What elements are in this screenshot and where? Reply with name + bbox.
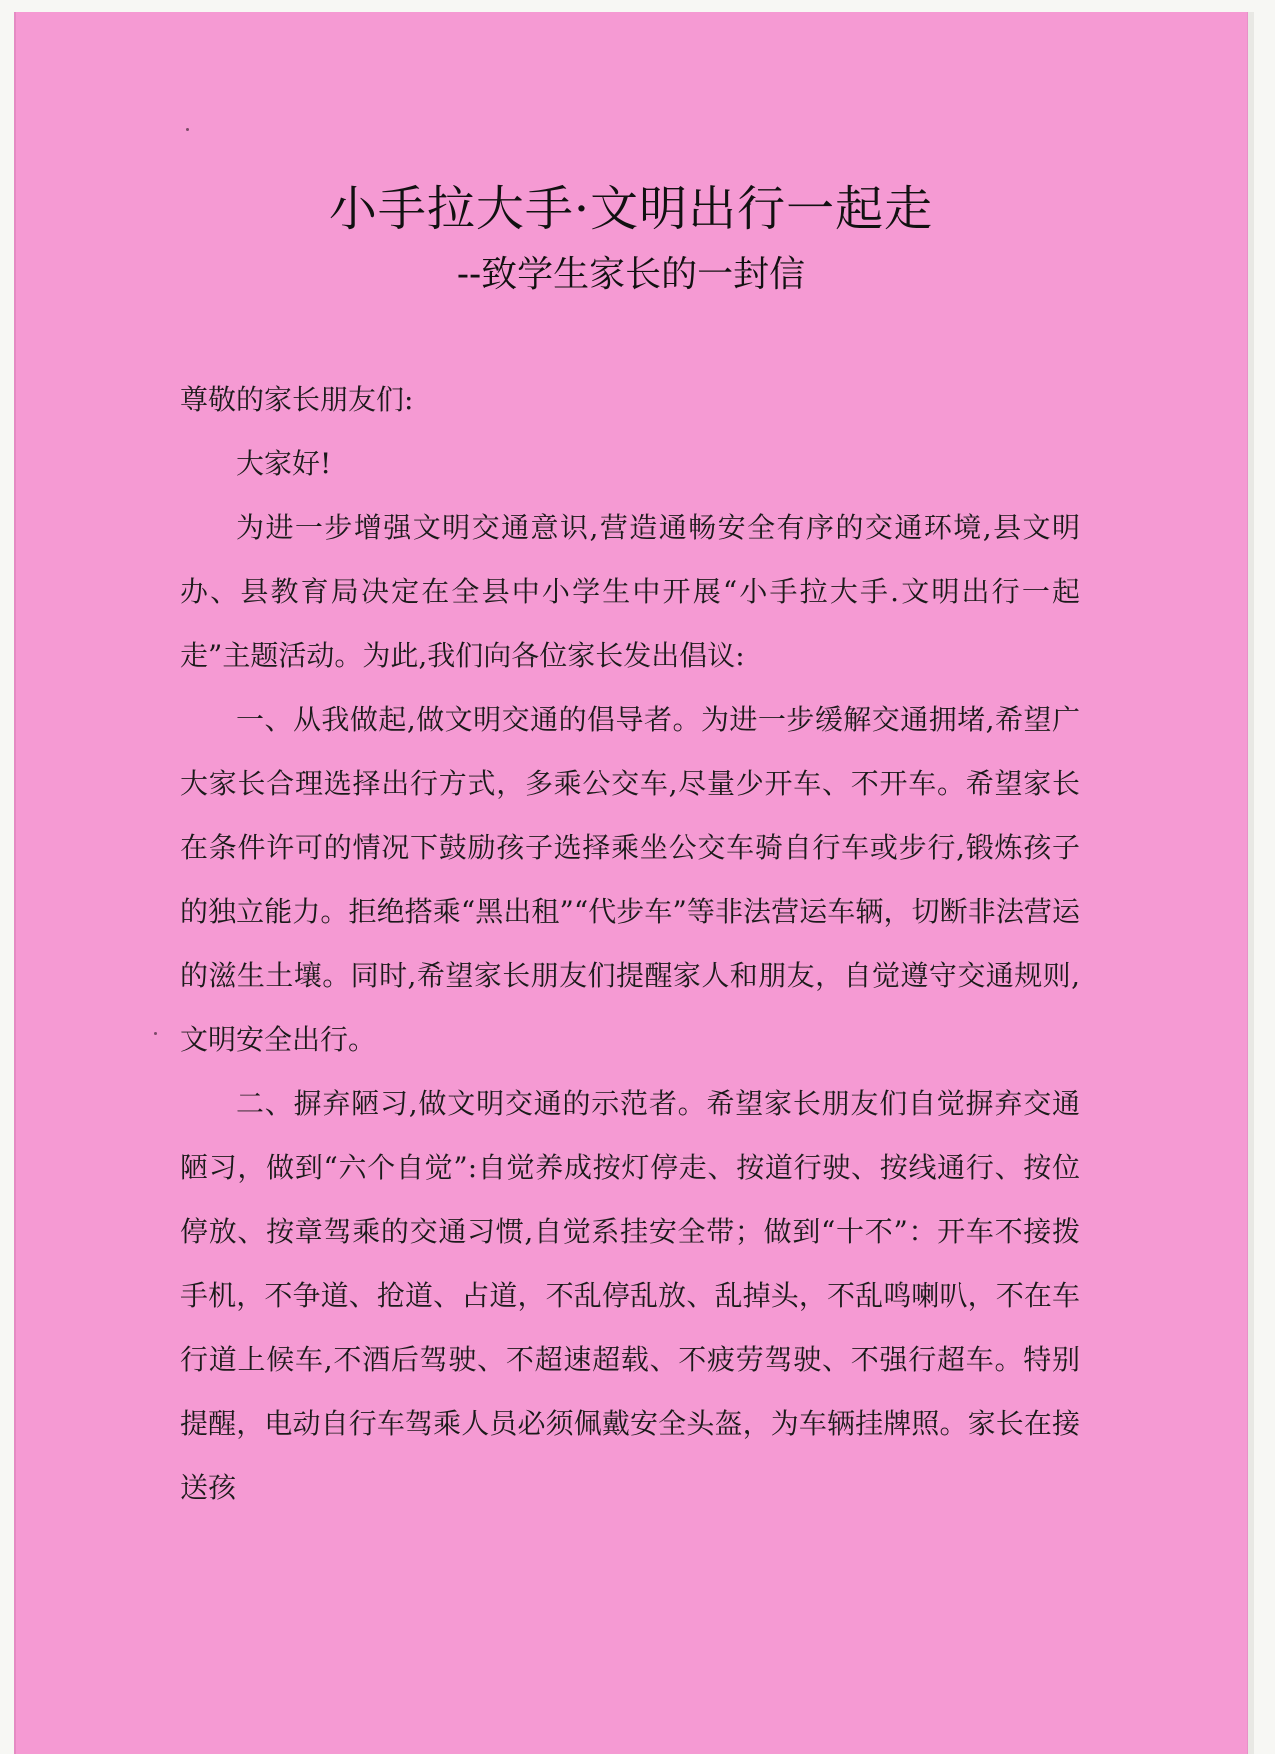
paper-speck (154, 1032, 157, 1035)
letter-title: 小手拉大手·文明出行一起走 (328, 181, 934, 237)
paragraph-point-two: 二、摒弃陋习,做文明交通的示范者。希望家长朋友们自觉摒弃交通陋习，做到“六个自觉”:自觉养成按灯停走、按道行驶、按线通行、按位停放、按章驾乘的交通习惯,自觉系挂安全带；做到“十不”：开车不接拨手机，不争道、抢道、占道，不乱停乱放、乱掉头，不乱鸣喇叭，不在车行道上候车,不酒后驾驶、不超速超载、不疲劳驾驶、不强行超车。特别提醒，电动自行车驾乘人员必须佩戴安全头盔，为车辆挂牌照。家长在接送孩 (180, 1087, 1080, 1504)
paragraph-point-one: 一、从我做起,做文明交通的倡导者。为进一步缓解交通拥堵,希望广大家长合理选择出行方式，多乘公交车,尽量少开车、不开车。希望家长在条件许可的情况下鼓励孩子选择乘坐公交车骑自行车或步行,锻炼孩子的独立能力。拒绝搭乘“黑出租”“代步车”等非法营运车辆，切断非法营运的滋生土壤。同时,希望家长朋友们提醒家人和朋友，自觉遵守交通规则,文明安全出行。 (180, 703, 1080, 1056)
page-edge-shadow (1248, 12, 1254, 1754)
greeting: 大家好! (236, 447, 332, 480)
letter-body (180, 368, 1080, 1520)
salutation: 尊敬的家长朋友们: (180, 383, 414, 416)
letter-subtitle: --致学生家长的一封信 (456, 254, 806, 295)
pink-letter-paper (14, 12, 1248, 1754)
paper-speck (186, 128, 189, 131)
paragraph-intro: 为进一步增强文明交通意识,营造通畅安全有序的交通环境,县文明办、县教育局决定在全县中小学生中开展“小手拉大手.文明出行一起走”主题活动。为此,我们向各位家长发出倡议: (180, 511, 1080, 672)
